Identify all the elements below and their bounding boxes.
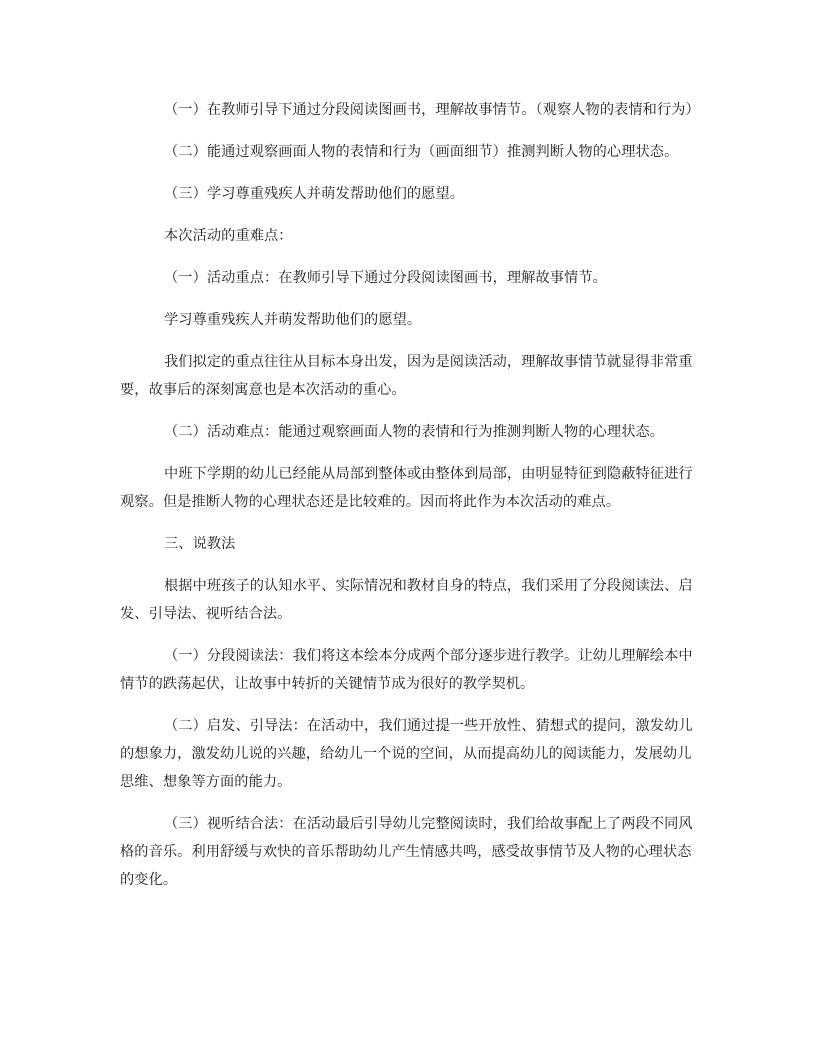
key-point-explanation-paragraph: 我们拟定的重点往往从目标本身出发，因为是阅读活动，理解故事情节就显得非常重要，故事后的深刻寓意也是本次活动的重心。 [120,354,693,398]
difficulty-explanation-paragraph: 中班下学期的幼儿已经能从局部到整体或由整体到局部，由明显特征到隐蔽特征进行观察。但是推断人物的心理状态还是比较难的。因而将此作为本次活动的难点。 [120,466,693,510]
key-point-paragraph: （一）活动重点：在教师引导下通过分段阅读图画书，理解故事情节。 [164,270,607,286]
teaching-methods-intro-paragraph: 根据中班孩子的认知水平、实际情况和教材自身的特点，我们采用了分段阅读法、启发、引导法、视听结合法。 [120,578,693,622]
method-2-paragraph: （二）启发、引导法：在活动中，我们通过提一些开放性、猜想式的提问，激发幼儿的想象力，激发幼儿说的兴趣，给幼儿一个说的空间，从而提高幼儿的阅读能力，发展幼儿思维、想象等方面的能力。 [120,718,693,790]
method-1-paragraph: （一）分段阅读法：我们将这本绘本分成两个部分逐步进行教学。让幼儿理解绘本中情节的跌荡起伏，让故事中转折的关键情节成为很好的教学契机。 [120,648,693,692]
objective-3-paragraph: （三）学习尊重残疾人并萌发帮助他们的愿望。 [164,186,465,202]
key-points-heading: 本次活动的重难点： [164,228,293,244]
objective-2-paragraph: （二）能通过观察画面人物的表情和行为（画面细节）推测判断人物的心理状态。 [164,144,679,160]
objective-1-paragraph: （一）在教师引导下通过分段阅读图画书，理解故事情节。（观察人物的表情和行为） [164,102,700,118]
method-3-paragraph: （三）视听结合法：在活动最后引导幼儿完整阅读时，我们给故事配上了两段不同风格的音乐。利用舒缓与欢快的音乐帮助幼儿产生情感共鸣，感受故事情节及人物的心理状态的变化。 [120,816,693,888]
difficulty-paragraph: （二）活动难点：能通过观察画面人物的表情和行为推测判断人物的心理状态。 [164,424,665,440]
key-point-extra-paragraph: 学习尊重残疾人并萌发帮助他们的愿望。 [164,312,422,328]
teaching-methods-heading: 三、说教法 [164,536,236,552]
document-body [120,96,700,894]
